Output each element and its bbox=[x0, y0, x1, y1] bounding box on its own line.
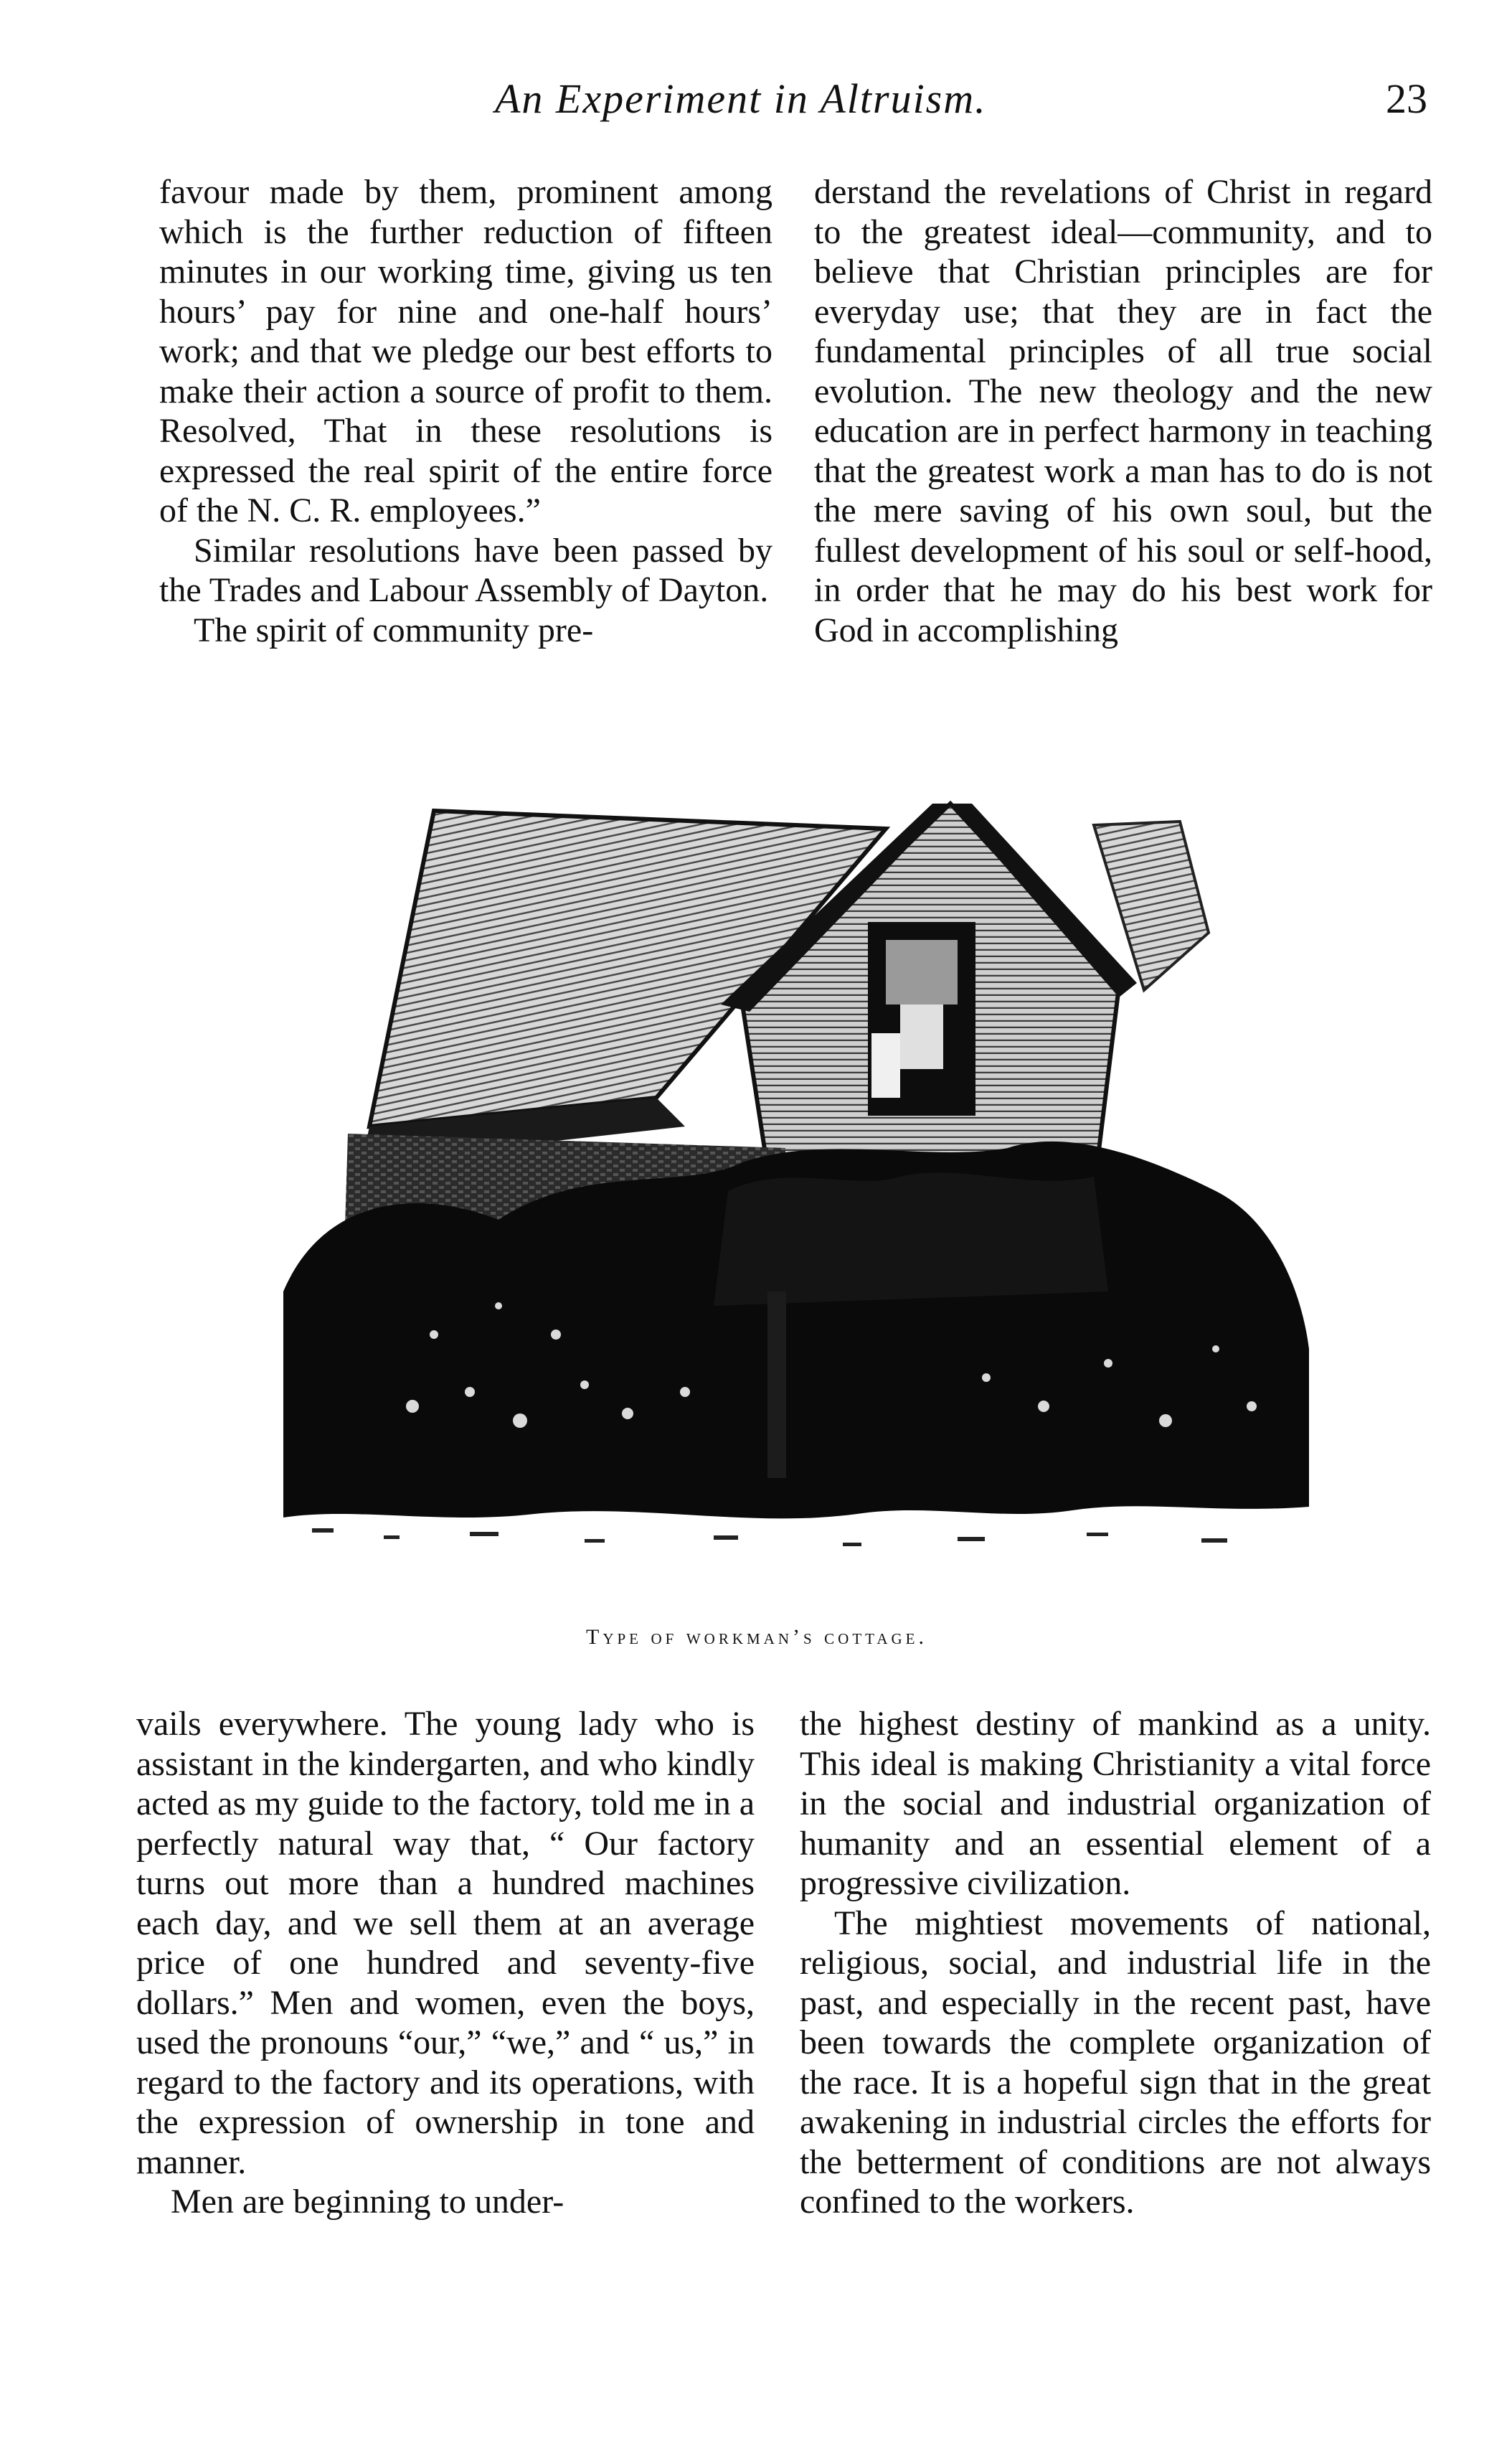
cottage-photograph bbox=[283, 789, 1309, 1607]
cottage-illustration bbox=[283, 789, 1309, 1607]
text-column-top-right bbox=[814, 172, 1432, 771]
page-number: 23 bbox=[1386, 75, 1427, 122]
text-column-bottom-left bbox=[136, 1704, 755, 2364]
paragraph: favour made by them, prominent among which is the further reduction of fifteen minutes in our working time, giving us ten hours’ pay for nine and one-half hours’ work; and that we pledge our best efforts to make their action a source of profit to them. Resolved, That in these resolutions is expressed the real spirit of the entire force of the N. C. R. employees.” bbox=[159, 173, 772, 530]
figure-caption: Type of workman’s cottage. bbox=[586, 1625, 927, 1649]
paragraph: vails everywhere. The young lady who is assistant in the kindergarten, and who kindly acted as my guide to the factory, told me in a perfectly natural way that, “ Our factory turns out more than a hundred machines each day, and we sell them at an average price of one hundred and seventy-five dollars.” Men and women, even the boys, used the pronouns “our,” “we,” and “ us,” in regard to the factory and its operations, with the expression of ownership in tone and manner. bbox=[136, 1705, 755, 2181]
paragraph: Men are beginning to under- bbox=[171, 2183, 564, 2221]
paragraph: Similar resolutions have been passed by the Trades and Labour Assembly of Dayton. bbox=[159, 531, 772, 609]
paragraph: The mightiest movements of national, religious, social, and industrial life in the past, and especially in the recent past, have been towards the complete organization of the race. It is a hopeful sign that in the great awakening in industrial circles the efforts for the betterment of conditions are not always confined to the workers. bbox=[800, 1904, 1431, 2221]
paragraph: The spirit of community pre- bbox=[194, 611, 594, 649]
running-head bbox=[495, 75, 1427, 139]
text-column-bottom-right bbox=[800, 1704, 1431, 2364]
paragraph: the highest destiny of mankind as a unity. This ideal is making Christianity a vital force in the social and industrial organization of humanity and an essential element of a progressive civilization. bbox=[800, 1705, 1431, 1902]
text-column-top-left bbox=[159, 172, 772, 771]
running-title: An Experiment in Altruism. bbox=[495, 75, 987, 122]
paragraph: derstand the revelations of Christ in regard to the greatest ideal—community, and to believe that Christian principles are for everyday use; that they are in fact the fundamental principles of all true social evolution. The new theology and the new education are in perfect harmony in teaching that the greatest work a man has to do is not the mere saving of his own soul, but the fullest development of his soul or self-hood, in order that he may do his best work for God in accomplishing bbox=[814, 173, 1432, 649]
